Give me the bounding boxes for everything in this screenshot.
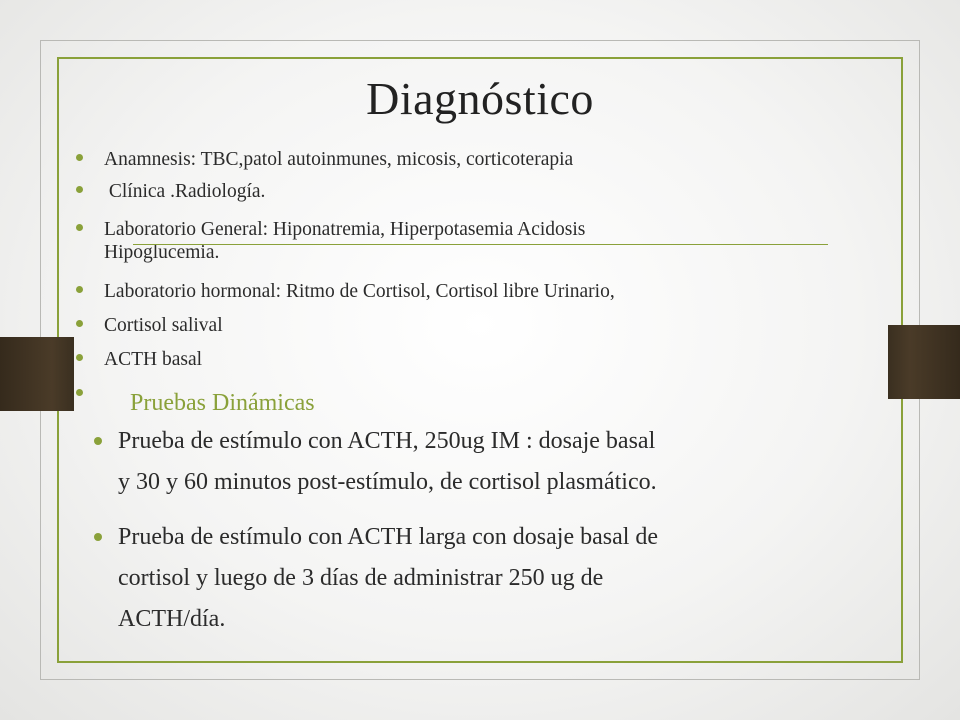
bullet-dot [76, 224, 83, 231]
dynamic-item-2-line1: Prueba de estímulo con ACTH larga con dosaje basal de [118, 524, 659, 550]
bullet-dot [76, 186, 83, 193]
bullet-dot [94, 533, 102, 541]
bullet-laboratorio-general: Laboratorio General: Hiponatremia, Hiperpotasemia Acidosis [104, 219, 586, 240]
left-tab-decoration [0, 337, 74, 411]
bullet-dot [76, 320, 83, 327]
bullet-dot [76, 154, 83, 161]
bullet-dot [94, 437, 102, 445]
bullet-laboratorio-general-cont: Hipoglucemia. [104, 242, 220, 263]
bullet-dot [76, 286, 83, 293]
bullet-dot [76, 389, 83, 396]
dynamic-item-2-line2: cortisol y luego de 3 días de administrar 250 ug de [118, 565, 604, 591]
bullet-laboratorio-hormonal: Laboratorio hormonal: Ritmo de Cortisol, Cortisol libre Urinario, [104, 281, 615, 302]
dynamic-item-1-line1: Prueba de estímulo con ACTH, 250ug IM : dosaje basal [118, 428, 656, 454]
right-tab-decoration [888, 325, 960, 399]
bullet-acth-basal: ACTH basal [104, 349, 203, 370]
dynamic-item-2-line3: ACTH/día. [118, 606, 226, 632]
bullet-anamnesis: Anamnesis: TBC,patol autoinmunes, micosis, corticoterapia [104, 149, 574, 170]
accent-rule [133, 244, 828, 245]
bullet-dot [76, 354, 83, 361]
slide-title: Diagnóstico [366, 73, 594, 124]
dynamic-tests-heading: Pruebas Dinámicas [130, 390, 315, 416]
bullet-clinica: Clínica .Radiología. [104, 181, 266, 202]
bullet-cortisol-salival: Cortisol salival [104, 315, 223, 336]
dynamic-item-1-line2: y 30 y 60 minutos post-estímulo, de cortisol plasmático. [118, 469, 657, 495]
